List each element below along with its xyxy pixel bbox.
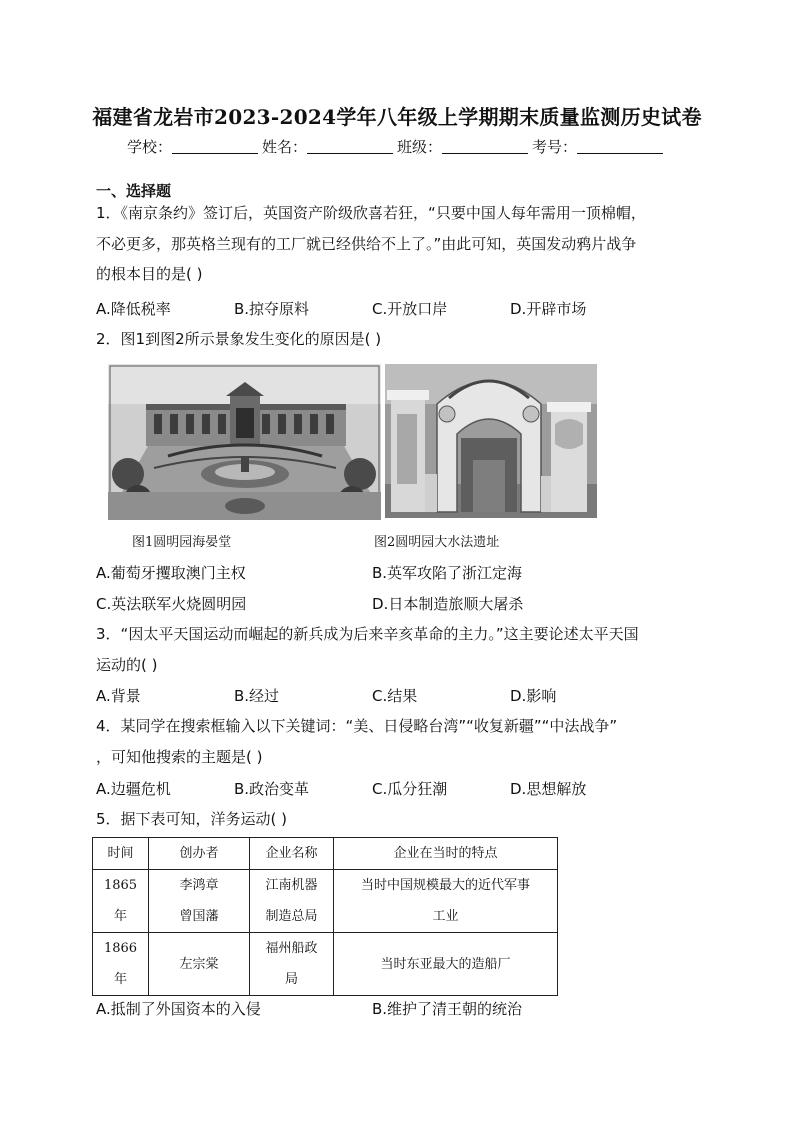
q3-option-b[interactable]: B.经过 — [234, 687, 280, 705]
q3-option-a[interactable]: A.背景 — [96, 687, 141, 705]
question-3-stem — [96, 619, 700, 680]
exam-number-label: 考号： — [532, 138, 578, 156]
cell-time — [93, 870, 149, 933]
q2-option-c[interactable]: C.英法联军火烧圆明园 — [96, 595, 247, 613]
cell-founder — [149, 870, 250, 933]
question-2-stem — [96, 324, 700, 355]
cell-line: 当时东亚最大的造船厂 — [380, 956, 511, 972]
q5-option-a[interactable]: A.抵制了外国资本的入侵 — [96, 1000, 261, 1018]
cell-enterprise — [250, 933, 334, 996]
q1-option-b[interactable]: B.掠夺原料 — [234, 300, 310, 318]
name-label: 姓名： — [261, 138, 307, 156]
stem-line: 4．某同学在搜索框输入以下关键词：“美、日侵略台湾”“收复新疆”“中法战争” — [96, 717, 618, 735]
cell-line: 1865 — [103, 878, 138, 893]
stem-line: 1．《南京条约》签订后，英国资产阶级欣喜若狂，“只要中国人每年需用一顶棉帽， — [96, 204, 646, 222]
q1-option-d[interactable]: D.开辟市场 — [510, 300, 587, 318]
header-feature: 企业在当时的特点 — [334, 838, 558, 870]
q2-option-b[interactable]: B.英军攻陷了浙江定海 — [372, 564, 523, 582]
section-heading: 一、选择题 — [96, 182, 172, 200]
q1-option-a[interactable]: A.降低税率 — [96, 300, 171, 318]
header-enterprise: 企业名称 — [250, 838, 334, 870]
stem-line: ，可知他搜索的主题是( ) — [96, 747, 263, 766]
q4-option-d[interactable]: D.思想解放 — [510, 780, 587, 798]
q4-option-b[interactable]: B.政治变革 — [234, 780, 310, 798]
cell-time — [93, 933, 149, 996]
school-blank[interactable] — [172, 139, 258, 154]
cell-line: 制造总局 — [265, 909, 318, 924]
q5-option-b[interactable]: B.维护了清王朝的统治 — [372, 1000, 523, 1018]
class-blank[interactable] — [442, 139, 528, 154]
figure-1-caption: 图1圆明园海晏堂 — [132, 535, 232, 550]
stem-line: 5．据下表可知，洋务运动( ) — [96, 810, 288, 828]
stem-line: 不必更多，那英格兰现有的工厂就已经供给不上了。”由此可知，英国发动鸦片战争 — [96, 234, 637, 253]
header-founder: 创办者 — [149, 838, 250, 870]
question-4-stem — [96, 711, 700, 772]
cell-founder — [149, 933, 250, 996]
cell-line: 江南机器 — [265, 878, 318, 893]
table-row — [93, 933, 558, 996]
cell-enterprise — [250, 870, 334, 933]
cell-line: 局 — [284, 972, 298, 987]
cell-line: 年 — [113, 909, 127, 924]
student-info-line — [0, 136, 794, 157]
q3-option-c[interactable]: C.结果 — [372, 687, 418, 705]
stem-line: 的根本目的是( ) — [96, 265, 203, 283]
stem-line: 运动的( ) — [96, 655, 158, 674]
q4-option-c[interactable]: C.瓜分狂潮 — [372, 780, 448, 798]
exam-number-blank[interactable] — [577, 139, 663, 154]
dashuifa-ruins-image — [385, 364, 597, 518]
exam-title: 福建省龙岩市2023-2024学年八年级上学期期末质量监测历史试卷 — [92, 105, 702, 129]
haiyantang-engraving-image — [108, 364, 381, 520]
cell-line: 1866 — [103, 941, 138, 956]
cell-line: 曾国藩 — [179, 909, 219, 924]
cell-line: 左宗棠 — [179, 956, 219, 972]
figure-2-caption: 图2圆明园大水法遗址 — [374, 535, 500, 550]
table-row — [93, 870, 558, 933]
q3-option-d[interactable]: D.影响 — [510, 687, 557, 705]
cell-feature — [334, 933, 558, 996]
cell-line: 当时中国规模最大的近代军事 — [360, 878, 530, 893]
yangwu-enterprise-table — [92, 837, 558, 996]
table-header-row — [93, 838, 558, 870]
cell-feature — [334, 870, 558, 933]
q1-option-c[interactable]: C.开放口岸 — [372, 300, 448, 318]
stem-line: 3．“因太平天国运动而崛起的新兵成为后来辛亥革命的主力。”这主要论述太平天国 — [96, 625, 639, 643]
q4-option-a[interactable]: A.边疆危机 — [96, 780, 171, 798]
question-5-stem — [96, 804, 700, 835]
name-blank[interactable] — [307, 139, 393, 154]
header-time: 时间 — [93, 838, 149, 870]
class-label: 班级： — [397, 138, 443, 156]
question-1-stem — [96, 198, 700, 290]
q2-option-d[interactable]: D.日本制造旅顺大屠杀 — [372, 595, 524, 613]
school-label: 学校： — [126, 138, 172, 156]
q2-option-a[interactable]: A.葡萄牙攫取澳门主权 — [96, 564, 246, 582]
cell-line: 福州船政 — [265, 941, 318, 956]
cell-line: 年 — [113, 972, 127, 987]
cell-line: 工业 — [432, 909, 459, 924]
stem-line: 2．图1到图2所示景象发生变化的原因是( ) — [96, 330, 382, 348]
cell-line: 李鸿章 — [179, 878, 219, 893]
